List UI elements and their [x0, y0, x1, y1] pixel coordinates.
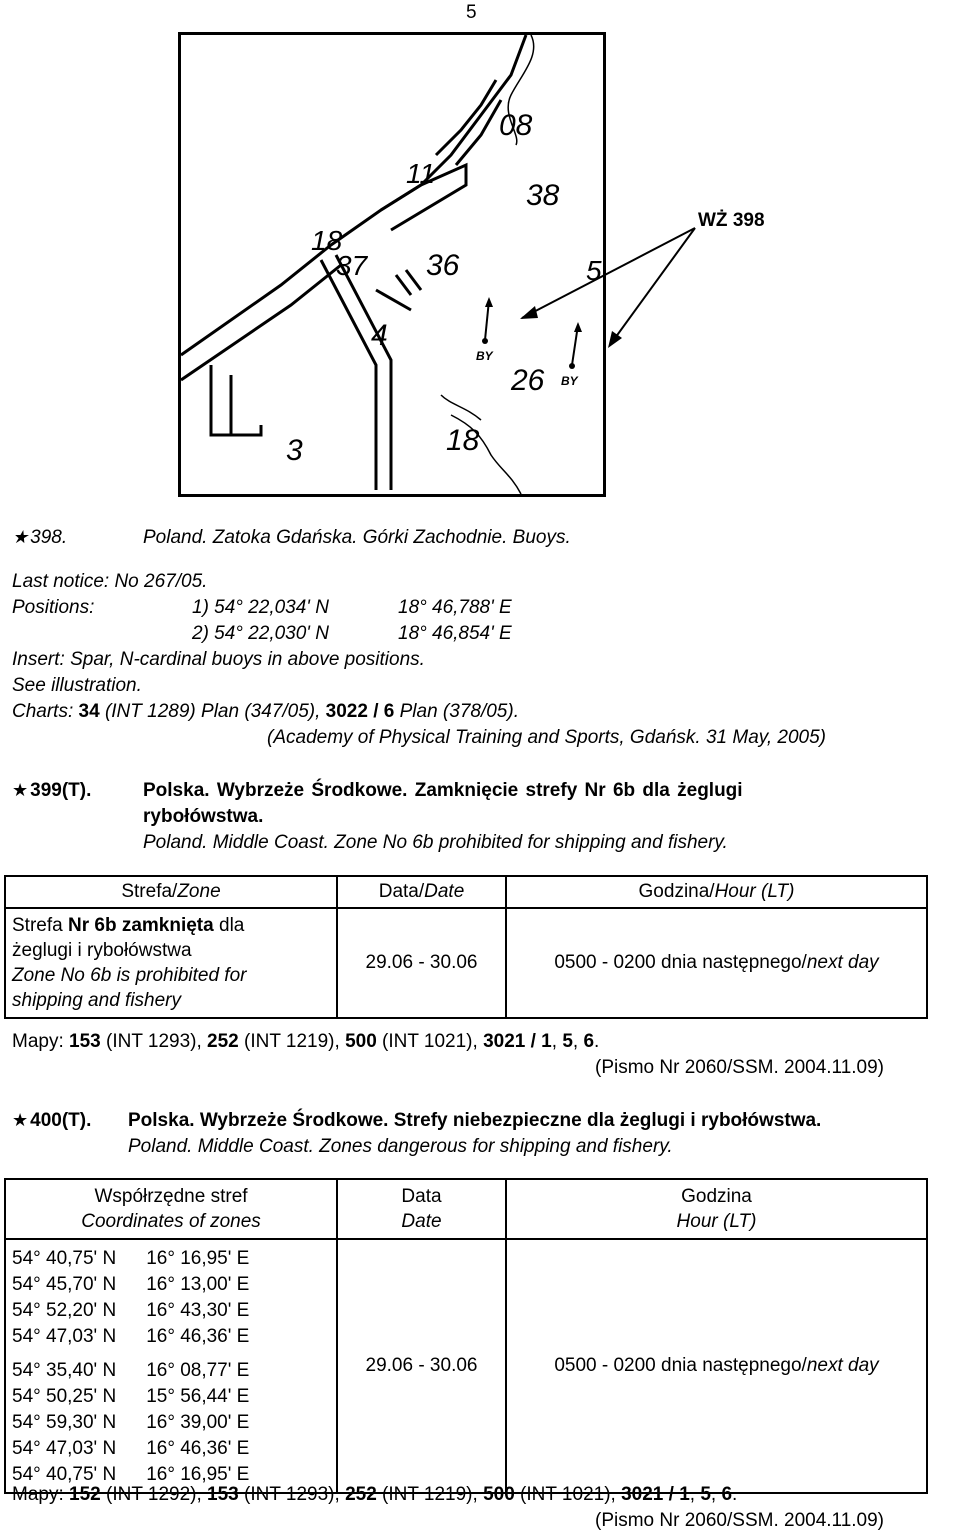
header-date: Data Date — [337, 1179, 506, 1239]
notice-399-title-pl-2: rybołówstwa. — [143, 806, 264, 827]
coord-line: 54° 40,75' N 16° 16,95' E — [12, 1464, 250, 1485]
coord-line: 54° 52,20' N 16° 43,30' E — [12, 1300, 250, 1321]
notice-398-header — [12, 527, 67, 549]
table-row — [5, 1239, 927, 1493]
table-header-row — [5, 1179, 927, 1239]
coords-group-1 — [12, 1246, 330, 1350]
notice-399-title-pl-1: Polska. Wybrzeże Środkowe. Zamknięcie strefy Nr 6b dla żeglugi — [143, 780, 743, 801]
coord-line: 54° 40,75' N 16° 16,95' E — [12, 1248, 250, 1269]
notice-399-header — [12, 780, 91, 802]
notice-400-title-pl: Polska. Wybrzeże Środkowe. Strefy niebezpieczne dla żeglugi i rybołówstwa. — [128, 1110, 822, 1131]
header-date: Data/Date — [337, 876, 506, 908]
notice-398-see: See illustration. — [12, 675, 142, 696]
notice-400-number: 400(T). — [30, 1110, 92, 1131]
header-zone: Strefa/Zone — [5, 876, 337, 908]
notice-398-number: 398. — [30, 527, 68, 548]
star-icon: ★ — [12, 780, 29, 800]
coord-line: 54° 50,25' N 15° 56,44' E — [12, 1386, 250, 1407]
notice-400-table — [4, 1178, 928, 1494]
notice-398-positions-label: Positions: — [12, 597, 95, 618]
notice-398-insert: Insert: Spar, N-cardinal buoys in above positions. — [12, 649, 425, 670]
buoy-label-1: BY — [476, 349, 493, 363]
notice-399-source: (Pismo Nr 2060/SSM. 2004.11.09) — [595, 1057, 885, 1078]
header-hour: Godzina Hour (LT) — [506, 1179, 927, 1239]
depth-4: 4 — [371, 319, 388, 352]
depth-36: 36 — [426, 249, 460, 282]
buoy-label-2: BY — [561, 374, 578, 388]
cell-date: 29.06 - 30.06 — [337, 1239, 506, 1493]
coords-group-2 — [12, 1358, 330, 1488]
notice-399-title-en: Poland. Middle Coast. Zone No 6b prohibited for shipping and fishery. — [143, 832, 728, 853]
cell-date: 29.06 - 30.06 — [337, 908, 506, 1018]
notice-398-charts: Charts: 34 (INT 1289) Plan (347/05), 3022 / 6 Plan (378/05). — [12, 701, 519, 722]
arrow-head-2 — [608, 331, 622, 348]
notice-398-title: Poland. Zatoka Gdańska. Górki Zachodnie. Buoys. — [143, 527, 571, 548]
coord-line: 54° 35,40' N 16° 08,77' E — [12, 1360, 250, 1381]
table-row — [5, 908, 927, 1018]
depth-5: 5 — [586, 255, 602, 286]
page-number: 5 — [466, 2, 477, 23]
notice-400-header — [12, 1110, 91, 1132]
coord-line: 54° 59,30' N 16° 39,00' E — [12, 1412, 250, 1433]
cell-coords — [5, 1239, 337, 1493]
notice-400-title-en: Poland. Middle Coast. Zones dangerous for shipping and fishery. — [128, 1136, 673, 1157]
notice-398-pos2-lat: 2) 54° 22,030' N — [192, 623, 329, 644]
notice-398-source: (Academy of Physical Training and Sports, Gdańsk. 31 May, 2005) — [267, 727, 827, 748]
notice-400-maps: Mapy: 152 (INT 1292), 153 (INT 1293), 252 (INT 1219), 500 (INT 1021), 3021 / 1, 5, 6. — [12, 1484, 738, 1505]
header-hour: Godzina/Hour (LT) — [506, 876, 927, 908]
table-header-row — [5, 876, 927, 908]
depth-37: 37 — [336, 250, 368, 281]
depth-3: 3 — [286, 434, 303, 467]
notice-399-table — [4, 875, 928, 1019]
header-coords: Współrzędne stref Coordinates of zones — [5, 1179, 337, 1239]
notice-399-number: 399(T). — [30, 780, 92, 801]
cell-hour: 0500 - 0200 dnia następnego/next day — [506, 1239, 927, 1493]
arrow-line-1 — [522, 228, 695, 318]
depth-38: 38 — [526, 179, 560, 212]
depth-26: 26 — [511, 364, 545, 397]
notice-400-source: (Pismo Nr 2060/SSM. 2004.11.09) — [595, 1510, 885, 1531]
star-icon: ★ — [12, 527, 29, 547]
arrow-overlay — [0, 0, 960, 520]
notice-398-pos1-lon: 18° 46,788' E — [398, 597, 512, 618]
arrow-line-2 — [610, 228, 695, 345]
chart-label-wz398: WŻ 398 — [698, 210, 765, 231]
coord-line: 54° 45,70' N 16° 13,00' E — [12, 1274, 250, 1295]
notice-398-last-notice: Last notice: No 267/05. — [12, 571, 208, 592]
coord-line: 54° 47,03' N 16° 46,36' E — [12, 1326, 250, 1347]
cell-hour: 0500 - 0200 dnia następnego/next day — [506, 908, 927, 1018]
depth-11: 11 — [406, 158, 436, 189]
cell-zone: Strefa Nr 6b zamknięta dla żeglugi i rybołówstwa Zone No 6b is prohibited for shipping and fishery — [5, 908, 337, 1018]
depth-18a: 18 — [311, 225, 343, 256]
coord-line: 54° 47,03' N 16° 46,36' E — [12, 1438, 250, 1459]
star-icon: ★ — [12, 1110, 29, 1130]
depth-08: 08 — [499, 109, 533, 142]
arrow-head-1 — [520, 306, 538, 319]
notice-398-pos2-lon: 18° 46,854' E — [398, 623, 512, 644]
depth-18b: 18 — [446, 424, 480, 457]
notice-399-maps: Mapy: 153 (INT 1293), 252 (INT 1219), 500 (INT 1021), 3021 / 1, 5, 6. — [12, 1031, 600, 1052]
notice-398-pos1-lat: 1) 54° 22,034' N — [192, 597, 329, 618]
